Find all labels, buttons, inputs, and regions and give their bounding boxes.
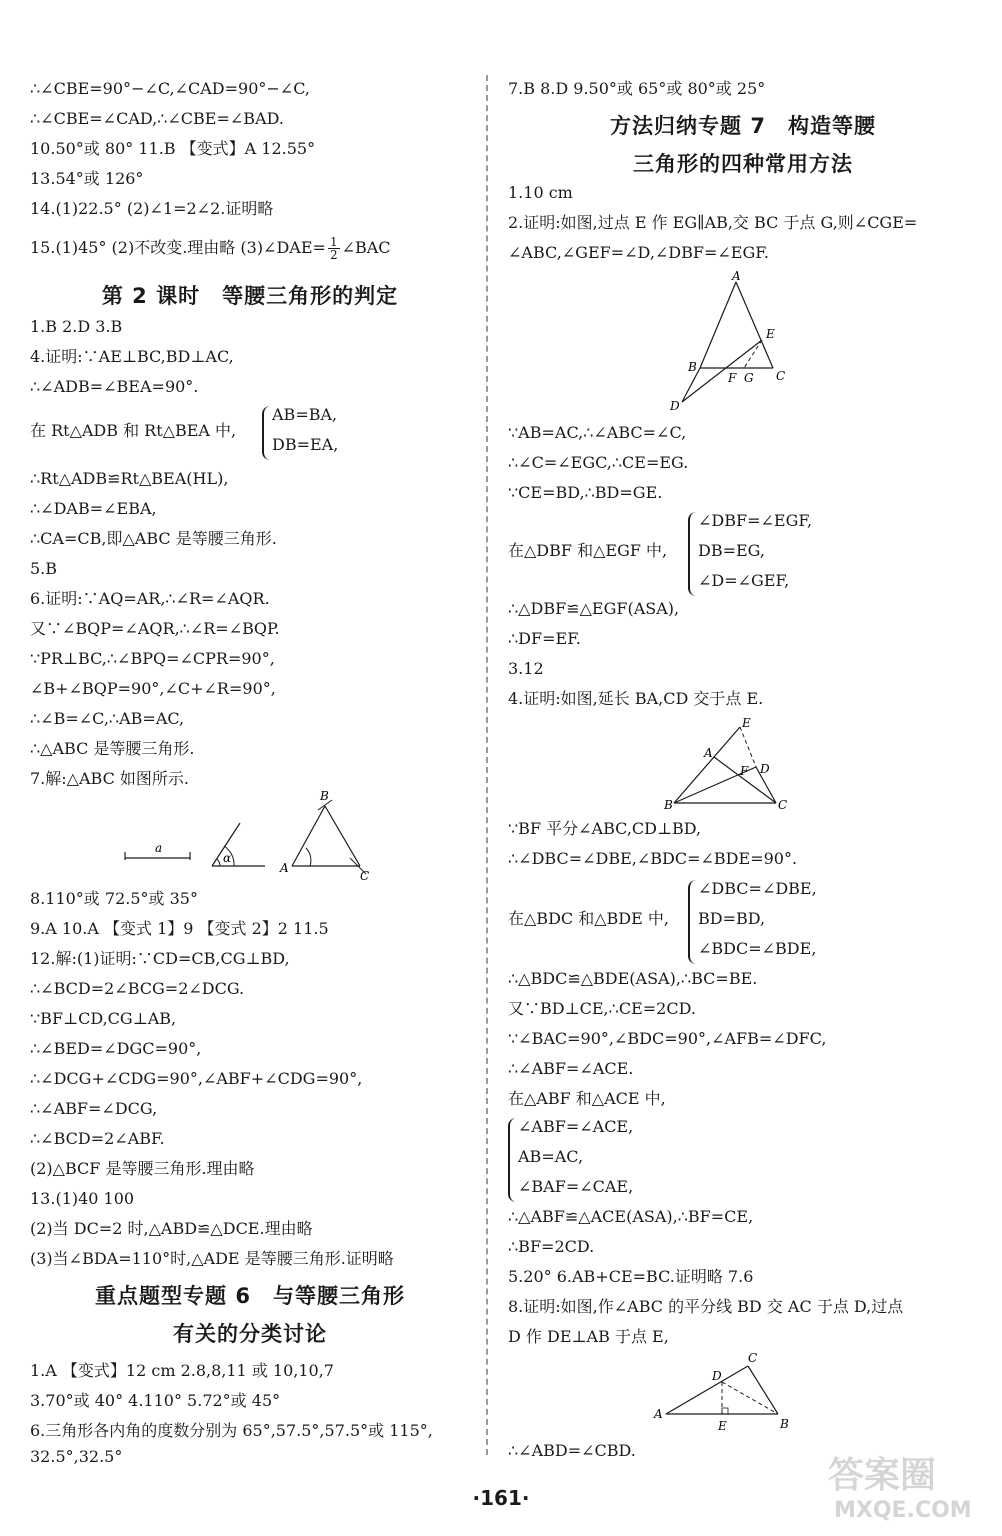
label-D: D — [760, 762, 770, 776]
text-line: 又∵∠BQP=∠AQR,∴∠R=∠BQP. — [30, 619, 280, 638]
fraction — [328, 236, 340, 261]
section-heading: 三角形的四种常用方法 — [633, 152, 853, 176]
brace-item: DB=EA, — [272, 435, 339, 454]
text-line: ∴DF=EF. — [508, 629, 581, 648]
watermark-text-top: 答案圈 — [828, 1455, 937, 1496]
text-line: 5.B — [30, 559, 58, 578]
text-line: 4.证明:∵AE⊥BC,BD⊥AC, — [30, 347, 234, 366]
text-line: ∵BF⊥CD,CG⊥AB, — [30, 1009, 177, 1028]
label-C: C — [778, 798, 788, 812]
label-E: E — [742, 716, 751, 730]
brace-item: ∠BDC=∠BDE, — [698, 939, 817, 958]
text-line: 3.12 — [508, 659, 544, 678]
text-line: ∴∠BED=∠DGC=90°, — [30, 1039, 202, 1058]
watermark-text-bottom: MXQE.COM — [834, 1498, 972, 1523]
text-line: ∴∠BCD=2∠BCG=2∠DCG. — [30, 979, 245, 998]
label-F: F — [740, 764, 749, 778]
text-line: ∴△BDC≌△BDE(ASA),∴BC=BE. — [508, 969, 758, 988]
text-line: (2)△BCF 是等腰三角形.理由略 — [30, 1159, 255, 1178]
label-A: A — [654, 1407, 663, 1421]
text-line: ∴△ABF≌△ACE(ASA),∴BF=CE, — [508, 1207, 754, 1226]
text-line: 9.A 10.A 【变式 1】9 【变式 2】2 11.5 — [30, 919, 329, 938]
brace-item: ∠BAF=∠CAE, — [518, 1177, 634, 1196]
answer-15-line — [30, 236, 391, 261]
watermark-logo — [818, 1441, 988, 1526]
figure-q8 — [648, 1350, 798, 1432]
text-line: 5.20° 6.AB+CE=BC.证明略 7.6 — [508, 1267, 754, 1286]
text-line: ∵BF 平分∠ABC,CD⊥BD, — [508, 819, 702, 838]
text-line: 1.B 2.D 3.B — [30, 317, 123, 336]
text-line: 10.50°或 80° 11.B 【变式】A 12.55° — [30, 139, 316, 158]
label-F: F — [728, 371, 737, 385]
brace-item: ∠ABF=∠ACE, — [518, 1117, 634, 1136]
fraction-denominator: 2 — [329, 248, 338, 262]
section-heading: 第 2 课时 等腰三角形的判定 — [101, 284, 399, 308]
brace-bar — [688, 512, 696, 596]
text-line: 又∵BD⊥CE,∴CE=2CD. — [508, 999, 696, 1018]
text-line: ∵CE=BD,∴BD=GE. — [508, 483, 663, 502]
text-line: ∴CA=CB,即△ABC 是等腰三角形. — [30, 529, 277, 548]
text-line: ∴△DBF≌△EGF(ASA), — [508, 599, 680, 618]
text-line: ∴△ABC 是等腰三角形. — [30, 739, 195, 758]
label-E: E — [766, 327, 775, 341]
figure-q2 — [668, 270, 798, 415]
q15-tail: ∠BAC — [341, 238, 391, 257]
label-A: A — [732, 270, 741, 283]
text-line: 4.证明:如图,延长 BA,CD 交于点 E. — [508, 689, 764, 708]
brace-bar — [262, 406, 270, 460]
text-line: 13.54°或 126° — [30, 169, 144, 188]
label-B: B — [688, 360, 697, 374]
label-B: B — [664, 798, 673, 812]
text-line: ∴∠CBE=∠CAD,∴∠CBE=∠BAD. — [30, 109, 284, 128]
text-line: 8.110°或 72.5°或 35° — [30, 889, 198, 908]
brace-group — [262, 404, 462, 464]
text-line: 7.B 8.D 9.50°或 65°或 80°或 25° — [508, 79, 766, 98]
text-line: ∴∠BCD=2∠ABF. — [30, 1129, 165, 1148]
text-line: 在△ABF 和△ACE 中, — [508, 1089, 666, 1108]
label-D: D — [670, 399, 680, 413]
text-line: ∴∠ABD=∠CBD. — [508, 1441, 636, 1460]
q15-text: 15.(1)45° (2)不改变.理由略 (3)∠DAE= — [30, 238, 326, 257]
text-line: ∴∠CBE=90°−∠C,∠CAD=90°−∠C, — [30, 79, 310, 98]
text-line: 7.解:△ABC 如图所示. — [30, 769, 189, 788]
label-D: D — [712, 1369, 722, 1383]
text-line: 1.A 【变式】12 cm 2.8,8,11 或 10,10,7 — [30, 1361, 334, 1380]
text-line: 14.(1)22.5° (2)∠1=2∠2.证明略 — [30, 199, 274, 218]
rt-prefix: 在 Rt△ADB 和 Rt△BEA 中, — [30, 421, 237, 440]
brace-group — [508, 1116, 708, 1206]
text-line: ∠ABC,∠GEF=∠D,∠DBF=∠EGF. — [508, 243, 769, 262]
brace-group — [688, 878, 888, 968]
brace-item: AB=BA, — [272, 405, 338, 424]
brace-item: DB=EG, — [698, 541, 765, 560]
text-line: D 作 DE⊥AB 于点 E, — [508, 1327, 669, 1346]
text-line: ∴∠ADB=∠BEA=90°. — [30, 377, 199, 396]
text-line: ∴∠DAB=∠EBA, — [30, 499, 157, 518]
text-line: ∴∠DBC=∠DBE,∠BDC=∠BDE=90°. — [508, 849, 798, 868]
text-line: 6.证明:∵AQ=AR,∴∠R=∠AQR. — [30, 589, 270, 608]
text-line: ∠B+∠BQP=90°,∠C+∠R=90°, — [30, 679, 276, 698]
text-line: ∴BF=2CD. — [508, 1237, 595, 1256]
brace-prefix: 在△BDC 和△BDE 中, — [508, 909, 669, 928]
label-E: E — [718, 1419, 727, 1432]
label-A: A — [704, 746, 713, 760]
fraction-numerator: 1 — [329, 235, 338, 249]
brace-bar — [508, 1118, 516, 1202]
text-line: 6.三角形各内角的度数分别为 65°,57.5°,57.5°或 115°, — [30, 1421, 433, 1440]
text-line: 12.解:(1)证明:∵CD=CB,CG⊥BD, — [30, 949, 290, 968]
text-line: 8.证明:如图,作∠ABC 的平分线 BD 交 AC 于点 D,过点 — [508, 1297, 904, 1316]
text-line: 32.5°,32.5° — [30, 1447, 123, 1466]
brace-item: AB=AC, — [518, 1147, 584, 1166]
text-line: ∴∠C=∠EGC,∴CE=EG. — [508, 453, 689, 472]
label-C: C — [360, 869, 370, 880]
text-line: ∴∠B=∠C,∴AB=AC, — [30, 709, 185, 728]
label-G: G — [744, 371, 754, 385]
section-heading: 方法归纳专题 7 构造等腰 — [610, 114, 876, 138]
section-heading: 重点题型专题 6 与等腰三角形 — [95, 1284, 405, 1308]
label-A: A — [280, 861, 289, 875]
brace-item: ∠DBC=∠DBE, — [698, 879, 817, 898]
label-a: a — [155, 841, 163, 855]
text-line: ∴∠DCG+∠CDG=90°,∠ABF+∠CDG=90°, — [30, 1069, 363, 1088]
text-line: (3)当∠BDA=110°时,△ADE 是等腰三角形.证明略 — [30, 1249, 394, 1268]
text-line: ∵∠BAC=90°,∠BDC=90°,∠AFB=∠DFC, — [508, 1029, 827, 1048]
text-line: 2.证明:如图,过点 E 作 EG∥AB,交 BC 于点 G,则∠CGE= — [508, 213, 918, 232]
brace-prefix: 在△DBF 和△EGF 中, — [508, 541, 668, 560]
text-line: ∴Rt△ADB≌Rt△BEA(HL), — [30, 469, 229, 488]
column-divider — [486, 75, 488, 1455]
figure-q4 — [658, 715, 798, 813]
text-line: 3.70°或 40° 4.110° 5.72°或 45° — [30, 1391, 281, 1410]
text-line: ∵PR⊥BC,∴∠BPQ=∠CPR=90°, — [30, 649, 275, 668]
text-line: ∴∠ABF=∠DCG, — [30, 1099, 158, 1118]
brace-group — [688, 510, 888, 600]
label-C: C — [748, 1351, 758, 1365]
figure-q7-construction — [120, 788, 390, 880]
brace-bar — [688, 880, 696, 964]
label-B: B — [780, 1417, 789, 1431]
page-number: ·161· — [472, 1486, 530, 1510]
brace-item: ∠D=∠GEF, — [698, 571, 790, 590]
brace-item: BD=BD, — [698, 909, 766, 928]
text-line: ∵AB=AC,∴∠ABC=∠C, — [508, 423, 687, 442]
text-line: ∴∠ABF=∠ACE. — [508, 1059, 634, 1078]
label-alpha: α — [223, 851, 232, 865]
section-heading: 有关的分类讨论 — [173, 1322, 327, 1346]
text-line: 1.10 cm — [508, 183, 573, 202]
text-line: 13.(1)40 100 — [30, 1189, 135, 1208]
brace-item: ∠DBF=∠EGF, — [698, 511, 813, 530]
label-C: C — [776, 369, 786, 383]
text-line: (2)当 DC=2 时,△ABD≌△DCE.理由略 — [30, 1219, 313, 1238]
label-B: B — [320, 789, 329, 803]
